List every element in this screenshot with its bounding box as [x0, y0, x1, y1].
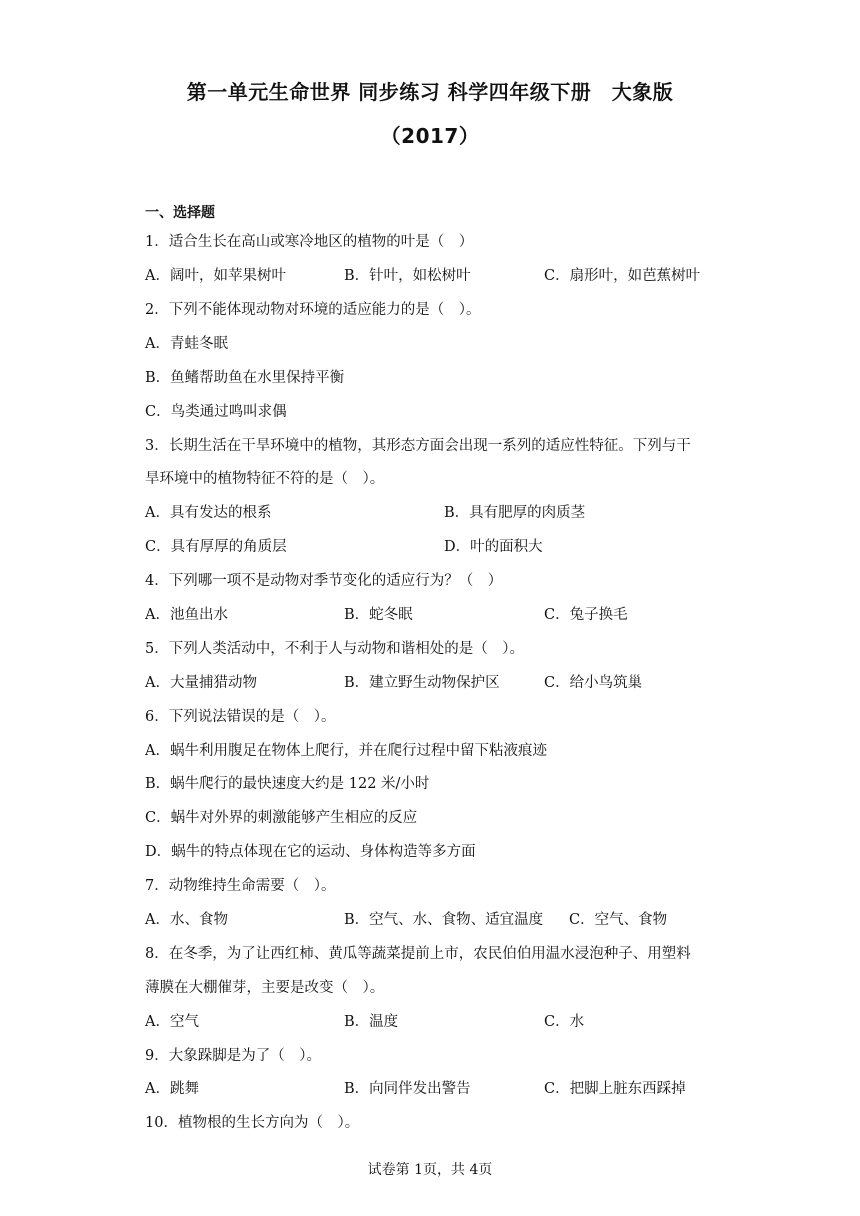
question-9-stem: 9．大象跺脚是为了（ ）。 [145, 1048, 321, 1064]
question-3-option-a: A．具有发达的根系 [145, 505, 272, 521]
question-5-stem: 5．下列人类活动中，不利于人与动物和谐相处的是（ ）。 [145, 641, 524, 657]
page-title: 第一单元生命世界 同步练习 科学四年级下册 大象版 [186, 80, 674, 104]
question-7-stem: 7．动物维持生命需要（ ）。 [145, 878, 336, 894]
question-2-option-a: A．青蛙冬眠 [145, 336, 228, 352]
question-6-stem: 6．下列说法错误的是（ ）。 [145, 709, 336, 725]
question-9-option-a: A．跳舞 [145, 1081, 199, 1097]
question-9-option-b: B．向同伴发出警告 [344, 1081, 471, 1097]
question-7-option-c: C．空气、食物 [569, 912, 668, 928]
question-1-option-b: B．针叶，如松树叶 [344, 268, 471, 284]
question-2-option-c: C．鸟类通过鸣叫求偶 [145, 404, 287, 420]
page-subtitle-year: （2017） [380, 124, 480, 148]
question-4-option-b: B．蛇冬眠 [344, 607, 413, 623]
question-4-stem: 4．下列哪一项不是动物对季节变化的适应行为？（ ） [145, 573, 503, 589]
question-5-option-b: B．建立野生动物保护区 [344, 675, 500, 691]
question-8-stem-line-1: 8．在冬季，为了让西红柿、黄瓜等蔬菜提前上市，农民伯伯用温水浸泡种子、用塑料 [145, 946, 691, 962]
question-6-option-c: C．蜗牛对外界的刺激能够产生相应的反应 [145, 810, 418, 826]
question-10-stem: 10．植物根的生长方向为（ ）。 [145, 1115, 360, 1131]
question-9-option-c: C．把脚上脏东西踩掉 [544, 1081, 686, 1097]
question-3-stem-line-1: 3．长期生活在干旱环境中的植物，其形态方面会出现一系列的适应性特征。下列与干 [145, 438, 691, 454]
question-5-option-a: A．大量捕猎动物 [145, 675, 257, 691]
question-3-stem-line-2: 旱环境中的植物特征不符的是（ ）。 [145, 471, 385, 487]
section-heading: 一、选择题 [145, 205, 215, 221]
page-footer: 试卷第 1页，共 4页 [367, 1162, 493, 1178]
question-1-option-c: C．扇形叶，如芭蕉树叶 [544, 268, 701, 284]
question-7-option-a: A．水、食物 [145, 912, 228, 928]
question-8-option-c: C．水 [544, 1014, 585, 1030]
question-8-option-b: B．温度 [344, 1014, 399, 1030]
question-6-option-b: B．蜗牛爬行的最快速度大约是 122 米/小时 [145, 776, 430, 792]
question-7-option-b: B．空气、水、食物、适宜温度 [344, 912, 544, 928]
question-6-option-a: A．蜗牛利用腹足在物体上爬行，并在爬行过程中留下粘液痕迹 [145, 743, 547, 759]
question-8-option-a: A．空气 [145, 1014, 199, 1030]
question-8-stem-line-2: 薄膜在大棚催芽，主要是改变（ ）。 [145, 980, 385, 996]
question-3-option-d: D．叶的面积大 [444, 539, 543, 555]
question-1-stem: 1．适合生长在高山或寒冷地区的植物的叶是（ ） [145, 234, 474, 250]
question-2-option-b: B．鱼鳍帮助鱼在水里保持平衡 [145, 370, 345, 386]
question-4-option-a: A．池鱼出水 [145, 607, 228, 623]
question-5-option-c: C．给小鸟筑巢 [544, 675, 643, 691]
question-4-option-c: C．兔子换毛 [544, 607, 628, 623]
question-3-option-c: C．具有厚厚的角质层 [145, 539, 287, 555]
question-1-option-a: A．阔叶，如苹果树叶 [145, 268, 286, 284]
question-3-option-b: B．具有肥厚的肉质茎 [444, 505, 586, 521]
question-2-stem: 2．下列不能体现动物对环境的适应能力的是（ ）。 [145, 302, 481, 318]
question-6-option-d: D．蜗牛的特点体现在它的运动、身体构造等多方面 [145, 844, 476, 860]
